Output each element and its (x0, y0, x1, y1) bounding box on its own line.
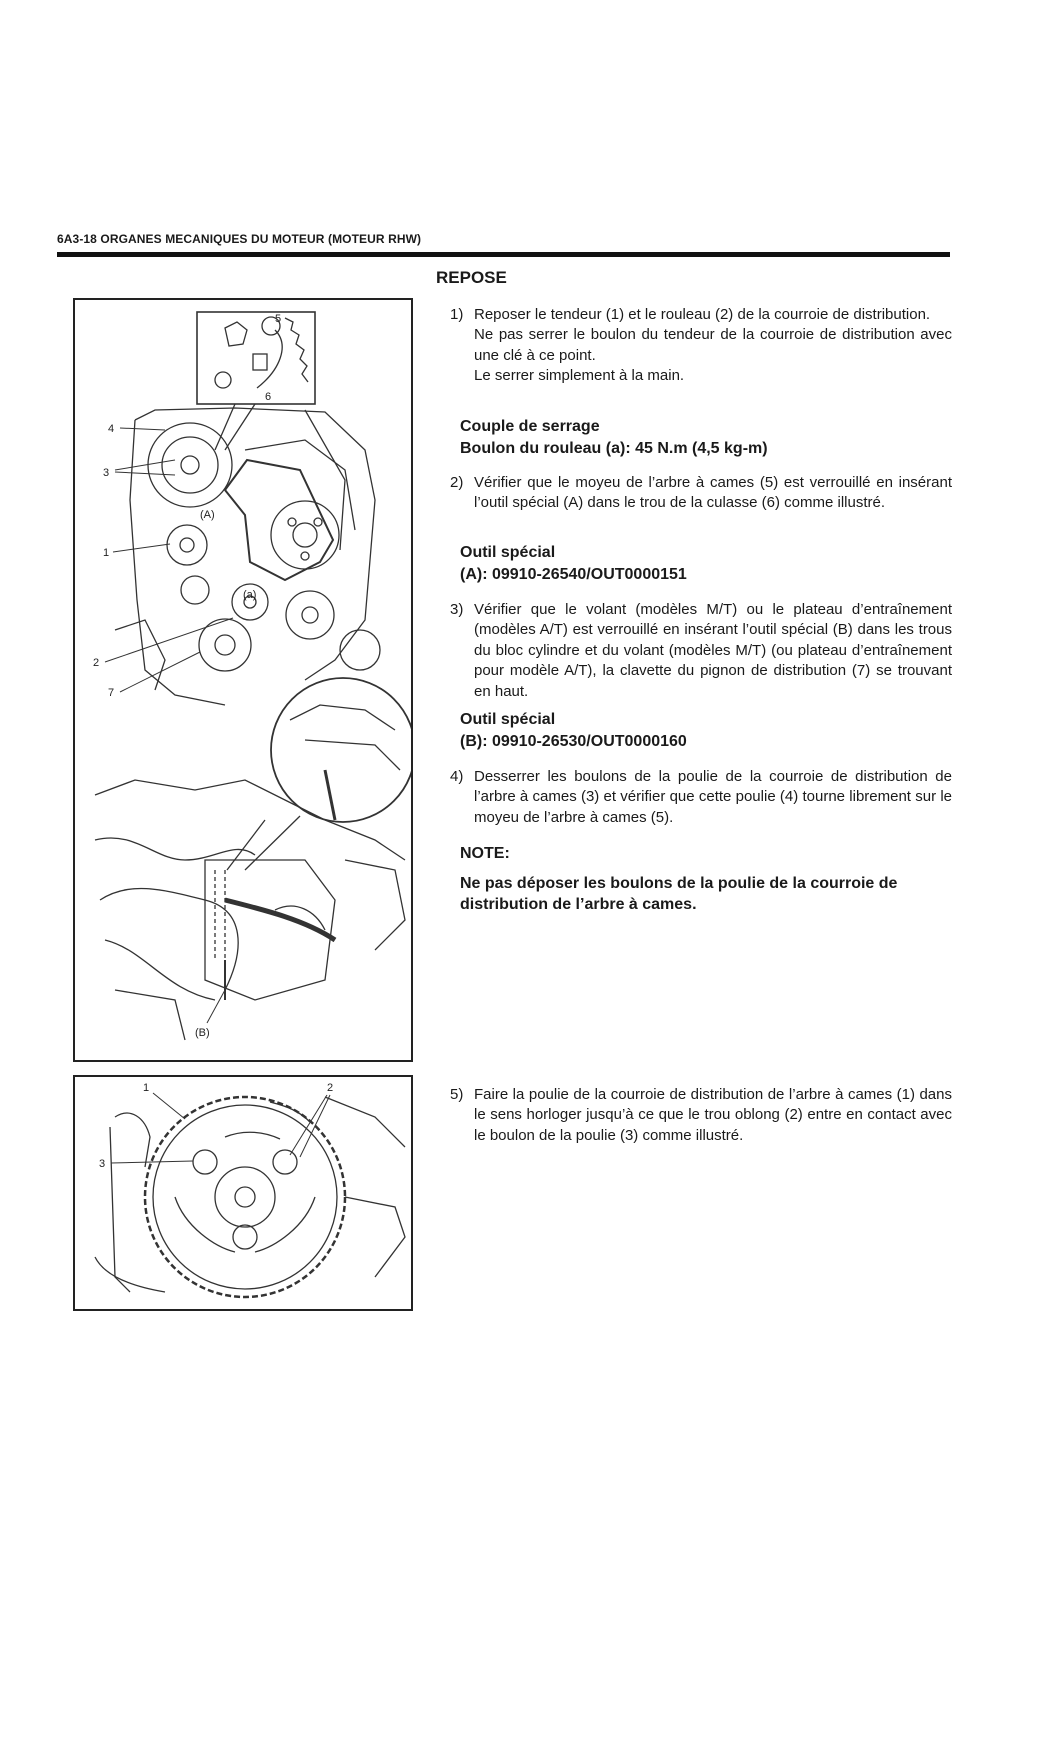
tool-heading: Outil spécial (460, 711, 556, 728)
step-text: Reposer le tendeur (1) et le rouleau (2) de la courroie de distribution. (474, 306, 931, 323)
step-text: Desserrer les boulons de la poulie de la courroie de distribution de l’arbre à cames (3) et vérifier que cette poulie (4) tourne librement sur le moyeu de l’arbre à cames (5). (474, 768, 952, 826)
callout-2: 2 (327, 1082, 334, 1094)
step-number: 3) (450, 601, 464, 618)
callout-5: 5 (275, 313, 282, 325)
note-text: Ne pas déposer les boulons de la poulie de la courroie de distribution de l’arbre à cames. (460, 875, 898, 913)
step-text: Vérifier que le volant (modèles M/T) ou le plateau d’entraînement (modèles A/T) est verrouillé en insérant l’outil spécial (B) dans les trous du bloc cylindre et du volant (modèles M/T) (ou plateau d’entraînement pour modèle A/T), la clavette du pignon de distribution (7) se trouvant en haut. (474, 601, 952, 700)
step-5 (450, 1085, 952, 1146)
callout-tool-a: (A) (200, 509, 215, 521)
step-text: Vérifier que le moyeu de l’arbre à cames (5) est verrouillé en insérant l’outil spécial (A) dans le trou de la culasse (6) comme illustré. (474, 474, 952, 512)
callout-tool-b: (B) (195, 1027, 210, 1039)
step-1 (450, 305, 952, 387)
torque-value: Boulon du rouleau (a): 45 N.m (4,5 kg-m) (460, 440, 768, 457)
step-text: Le serrer simplement à la main. (474, 367, 685, 385)
tool-value: (B): 09910-26530/OUT0000160 (460, 733, 687, 750)
special-tool-b (460, 709, 950, 753)
figure-engine-timing (73, 298, 413, 1062)
step-number: 2) (450, 474, 464, 491)
callout-1: 1 (103, 547, 110, 559)
callout-4: 4 (108, 423, 115, 435)
callout-2: 2 (93, 657, 100, 669)
section-title: REPOSE (436, 268, 507, 287)
callout-6: 6 (265, 391, 272, 403)
callout-1: 1 (143, 1082, 150, 1094)
page-header (57, 230, 950, 257)
callout-3: 3 (99, 1158, 106, 1170)
step-text: Ne pas serrer le boulon du tendeur de la courroie de distribution avec une clé à ce point. (474, 326, 952, 364)
special-tool-a (460, 542, 950, 586)
figure-camshaft-pulley (73, 1075, 413, 1311)
header-title: 6A3-18 ORGANES MECANIQUES DU MOTEUR (MOTEUR RHW) (57, 232, 422, 246)
callout-roller-a: (a) (243, 589, 257, 601)
figure-camshaft-pulley-drawing (75, 1077, 411, 1309)
step-number: 1) (450, 306, 464, 323)
step-4 (450, 767, 952, 828)
tool-value: (A): 09910-26540/OUT0000151 (460, 566, 687, 583)
torque-spec (460, 416, 950, 460)
step-number: 5) (450, 1086, 464, 1103)
callout-7: 7 (108, 687, 115, 699)
note-heading: NOTE: (460, 845, 510, 862)
callout-3: 3 (103, 467, 110, 479)
step-3 (450, 600, 952, 702)
step-number: 4) (450, 768, 464, 785)
figure-engine-timing-drawing (75, 300, 411, 1060)
torque-heading: Couple de serrage (460, 418, 600, 435)
step-text: Faire la poulie de la courroie de distribution de l’arbre à cames (1) dans le sens horloger jusqu’à ce que le trou oblong (2) entre en contact avec le boulon de la poulie (3) comme illustré. (474, 1086, 952, 1144)
step-2 (450, 473, 952, 514)
tool-heading: Outil spécial (460, 544, 556, 561)
